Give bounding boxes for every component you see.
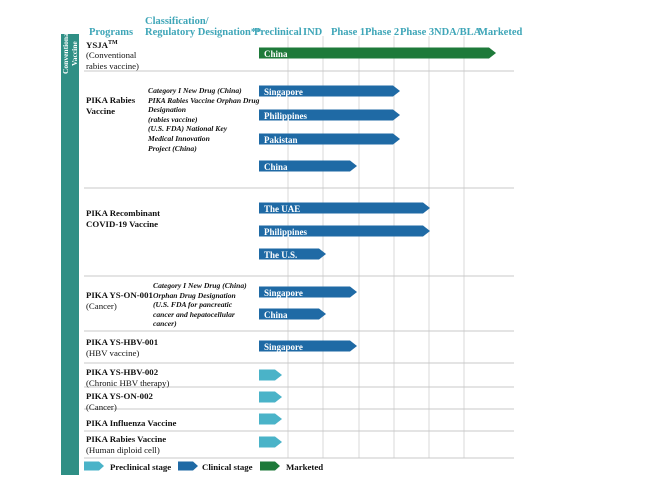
classification-line: Medical Innovation [148, 133, 210, 143]
classification-line: cancer) [153, 319, 177, 329]
classification-line: (U.S. FDA) National Key [148, 124, 228, 134]
classification-line: Project (China) [148, 143, 197, 153]
program-sub: (HBV vaccine) [86, 347, 140, 358]
program-pika-rabies [86, 95, 142, 116]
program-pika-ys-hbv-001 [86, 337, 158, 358]
program-pika-ys-on-001 [86, 290, 153, 311]
bar-label: Pakistan [264, 134, 298, 145]
program-name: PIKA Rabies Vaccine [86, 434, 167, 444]
bar-preclinical [259, 370, 282, 381]
bar-label: The UAE [264, 203, 301, 214]
header-stage-marketed: Marketed [478, 27, 523, 38]
bar-preclinical [259, 414, 282, 425]
program-pika-ys-hbv-002 [86, 367, 169, 388]
classification-line: Category I New Drug (China) [153, 281, 247, 290]
bar-label: Singapore [264, 287, 303, 298]
program-pika-influenza [86, 418, 176, 429]
program-name: PIKA Recombinant COVID-19 Vaccine [86, 208, 161, 229]
header-stage-preclinical: Preclinical [254, 27, 302, 38]
legend-preclinical-marker [84, 462, 104, 471]
legend-marketed-marker [260, 462, 280, 471]
program-sub: (Conventional rabies vaccine) [86, 50, 139, 71]
program-superscript: TM [108, 40, 118, 46]
program-name: PIKA YS-ON-002 [86, 391, 153, 401]
side-label-line1: Conventional [61, 31, 70, 74]
program-ysja [86, 38, 246, 71]
legend-clinical-label: Clinical stage [202, 462, 253, 472]
header-stage-nda-bla: NDA/BLA [434, 27, 482, 38]
program-name: PIKA YS-ON-001 [86, 290, 153, 300]
program-pika-covid19 [86, 208, 176, 229]
classification-line: (U.S. FDA for pancreatic [153, 300, 233, 310]
classification-pika-rabies [148, 86, 259, 153]
classification-line: Orphan Drug Designation [153, 290, 236, 300]
classification-line: (rabies vaccine) [148, 114, 198, 124]
bar-label: Philippines [264, 226, 308, 237]
bar-label: China [264, 48, 288, 59]
classification-line: Category I New Drug (China) [148, 86, 242, 95]
program-sub: (Chronic HBV therapy) [86, 377, 170, 388]
header-stage-phase3: Phase 3 [400, 27, 435, 38]
header-programs: Programs [89, 27, 134, 38]
header-classification-line1: Classification/ [145, 16, 209, 27]
bar-preclinical [259, 392, 282, 403]
header-stage-phase1: Phase 1 [331, 27, 366, 38]
bar-label: Singapore [264, 86, 303, 97]
bar-label: Singapore [264, 341, 303, 352]
header-classification-line2: Regulatory Designation** [145, 27, 262, 38]
legend-preclinical-label: Preclinical stage [110, 462, 172, 472]
program-sub: (Human diploid cell) [86, 444, 160, 455]
bar-label: China [264, 161, 288, 172]
program-sub: (Cancer) [86, 300, 117, 311]
bar-label: China [264, 309, 288, 320]
classification-line: cancer and hepatocellular [153, 309, 235, 319]
bar-marketed [259, 48, 496, 59]
classification-line: Designation [148, 105, 186, 115]
side-label-line2: Vaccine [70, 41, 79, 67]
program-sub: (Cancer) [86, 401, 117, 412]
legend-marketed-label: Marketed [286, 462, 324, 472]
program-pika-rabies-hdc [86, 434, 166, 455]
classification-line: PIKA Rabies Vaccine Orphan Drug [148, 95, 260, 105]
legend-clinical-marker [178, 462, 198, 471]
bar-preclinical [259, 437, 282, 448]
program-name: PIKA Rabies Vaccine [86, 95, 136, 116]
program-name: PIKA YS-HBV-002 [86, 367, 159, 377]
header-stage-ind: IND [303, 27, 323, 38]
header-stage-phase2: Phase 2 [365, 27, 400, 38]
bar-label: The U.S. [264, 249, 298, 260]
program-pika-ys-on-002 [86, 391, 153, 412]
program-name: PIKA Influenza Vaccine [86, 418, 177, 428]
classification-pika-ys-on-001 [153, 281, 247, 329]
bar-label: Philippines [264, 110, 308, 121]
program-name: YSJA [86, 39, 108, 50]
program-name: PIKA YS-HBV-001 [86, 337, 159, 347]
